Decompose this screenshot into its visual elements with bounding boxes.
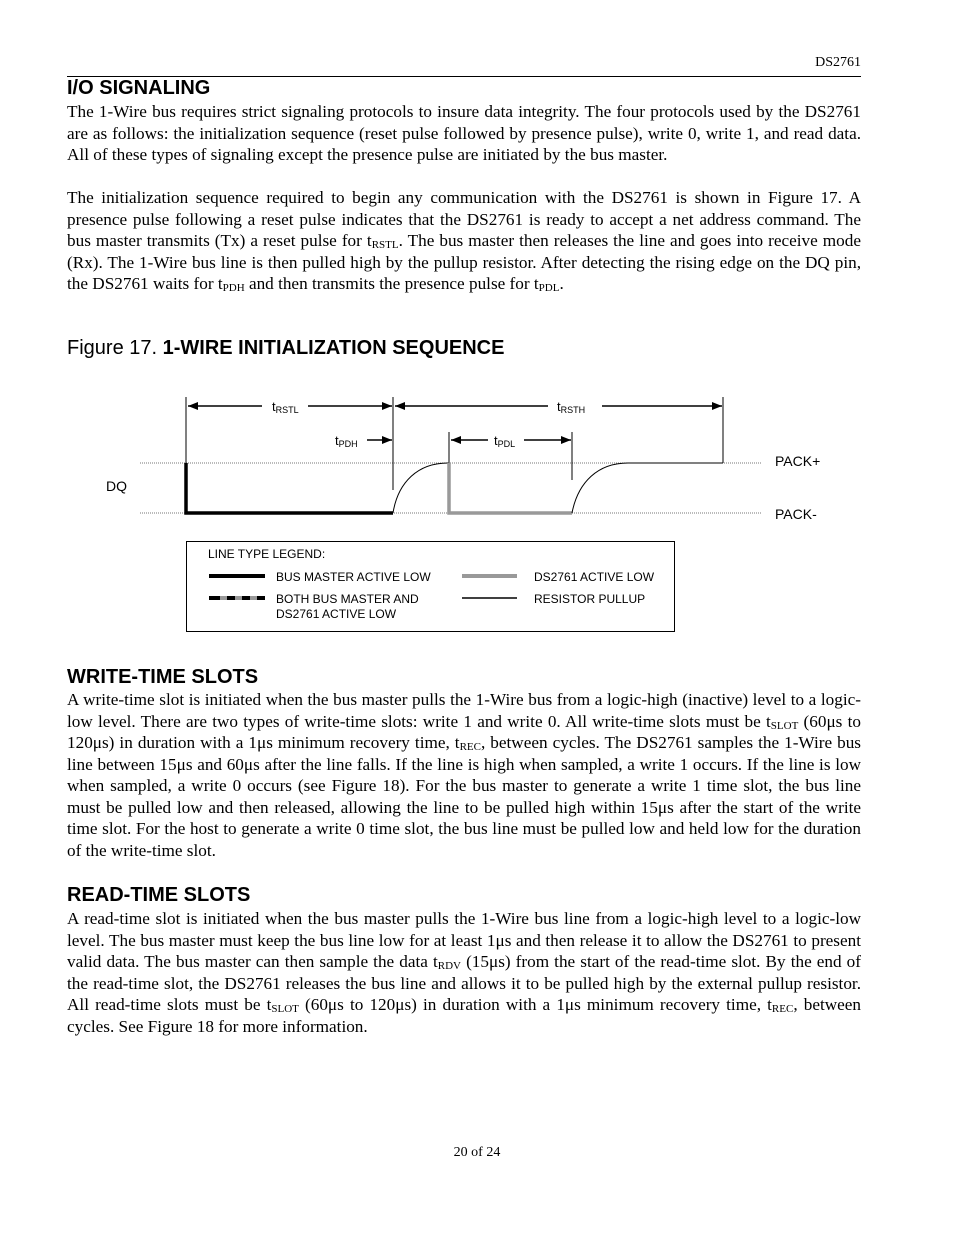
subscript-text: REC [771,1003,794,1015]
paragraph-text: . The bus master then releases the line and goes into receive mode (Rx). The 1-Wire bus line is then pulled high by the pullup resistor. After detecting the rising edge on the DQ pin, the DS2761 waits for t [67,231,861,293]
tpdl-label: tPDL [494,433,516,449]
document-id: DS2761 [815,55,861,70]
dq-label: DQ [106,478,127,494]
legend-both-label-2: DS2761 ACTIVE LOW [276,607,397,621]
line-type-legend [187,542,675,632]
subscript-text: SLOT [271,1003,299,1015]
trsth-label: tRSTH [557,399,586,415]
timing-arrows [188,406,722,440]
paragraph-read-time-slots [67,908,861,1037]
paragraph-text: A read-time slot is initiated when the bus master pulls the 1-Wire bus line from a logic-high level to a logic-low level. The bus master must keep the bus line low for at least 1μs and then release it to allow the DS2761 to present valid data. The bus master can then sample the data t [67,909,861,971]
subscript-text: PDH [222,282,245,294]
figure-caption [67,337,504,360]
paragraph-text: (60μs to 120μs) in duration with a 1μs minimum recovery time, t [298,995,772,1014]
paragraph-io-1 [67,101,861,166]
pack-minus-label: PACK- [775,506,817,522]
subscript-text: PDL [538,282,560,294]
subscript-text: RDV [437,960,461,972]
extension-lines [186,397,723,490]
legend-bus-master-label: BUS MASTER ACTIVE LOW [276,570,431,584]
subscript-text: REC [459,741,481,753]
pack-plus-label: PACK+ [775,453,821,469]
paragraph-io-2 [67,187,861,295]
timing-diagram [0,390,954,640]
paragraph-text: The initialization sequence required to begin any communication with the DS2761 is shown in Figure 17. A presence pulse following a reset pulse indicates that the DS2761 is ready to accept a net address command. The bus master transmits (Tx) a reset pulse for t [67,188,861,250]
paragraph-text: , between cycles. See Figure 18 for more information. [67,995,861,1036]
page-number: 20 of 24 [453,1145,501,1160]
subscript-text: SLOT [770,719,799,732]
legend-pullup-label: RESISTOR PULLUP [534,592,646,606]
pullup-rise-2 [572,463,723,513]
trstl-label: tRSTL [272,399,299,415]
legend-title: LINE TYPE LEGEND: [208,547,326,561]
pullup-rise-1 [393,463,448,513]
paragraph-text: A write-time slot is initiated when the bus master pulls the 1-Wire bus from a logic-high (inactive) level to a logic-low level. There are two types of write-time slots: write 1 and write 0. All write-time slots must be t [67,690,861,731]
figure-number: Figure 17. [67,337,163,359]
paragraph-text: (60μs to 120μs) in duration with a 1μs minimum recovery time, t [67,711,861,752]
figure-title: 1-WIRE INITIALIZATION SEQUENCE [162,337,505,359]
subscript-text: RSTL [371,239,399,251]
heading-read-time-slots: READ-TIME SLOTS [67,884,251,906]
heading-io-signaling: I/O SIGNALING [67,77,211,99]
paragraph-text: The 1-Wire bus requires strict signaling protocols to insure data integrity. The four protocols used by the DS2761 are as follows: the initialization sequence (reset pulse followed by presence pulse), write 0, write 1, and read data. All of these types of signaling except the presence pulse are initiated by the bus master. [67,102,861,164]
legend-ds2761-label: DS2761 ACTIVE LOW [534,570,655,584]
legend-both-label-1: BOTH BUS MASTER AND [276,592,419,606]
paragraph-text: (15μs) from the start of the read-time slot. By the end of the read-time slot, the DS2761 releases the bus line and allows it to be pulled high by the external pullup resistor. All read-time slots must be t [67,952,861,1014]
bus-master-low-segment [186,463,393,513]
paragraph-text: and then transmits the presence pulse for t [244,274,539,293]
paragraph-text: , between cycles. The DS2761 samples the 1-Wire bus line between 15μs and 60μs after the line falls. If the line is high when sampled, a write 1 occurs. If the line is low when sampled, a write 0 occurs (see Figure 18). For the bus master to generate a write 1 time slot, the bus line must be pulled low and then released, allowing the line to be pulled high within 15μs after the start of the write time slot. For the host to generate a write 0 time slot, the bus line must be pulled low and held low for the duration of the write-time slot. [67,733,861,860]
paragraph-write-time-slots [67,689,861,861]
tpdh-label: tPDH [335,433,358,449]
paragraph-text: . [559,274,564,293]
ds2761-low-segment [449,463,572,513]
heading-write-time-slots: WRITE-TIME SLOTS [67,666,259,688]
